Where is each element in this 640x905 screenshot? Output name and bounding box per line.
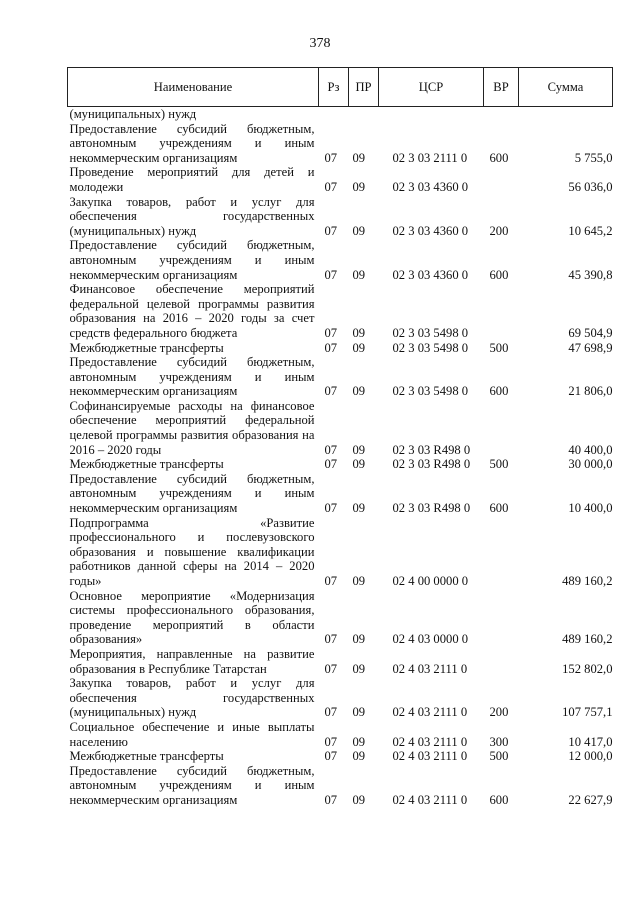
column-header-name: Наименование — [68, 68, 319, 107]
cell-sum: 45 390,8 — [568, 267, 613, 282]
cell-sum: 47 698,9 — [568, 340, 613, 355]
cell-csr: 02 3 03 4360 0 — [392, 267, 469, 282]
table-row — [68, 107, 613, 122]
cell-name: Мероприятия, направленные на развитие образования в Республике Татарстан — [69, 646, 315, 676]
cell-rz: 07 — [324, 574, 338, 588]
cell-csr: 02 4 03 2111 0 — [392, 705, 468, 720]
cell-name: (муниципальных) нужд — [69, 107, 197, 121]
cell-pr: 09 — [352, 325, 366, 340]
cell-csr: 02 4 03 2111 0 — [392, 792, 468, 807]
cell-vr: 200 — [489, 223, 509, 238]
table-row — [68, 647, 613, 676]
cell-vr: 600 — [489, 384, 509, 399]
cell-csr: 02 4 03 2111 0 — [392, 734, 468, 749]
cell-name: Основное мероприятие «Модернизация системы профессионального образования, проведение мероприятий в области образования» — [69, 588, 315, 647]
column-header-sum: Сумма — [519, 68, 613, 107]
cell-vr: 600 — [489, 792, 509, 807]
cell-rz: 07 — [324, 632, 338, 647]
cell-csr: 02 3 03 R498 0 — [392, 457, 471, 472]
cell-name: Предоставление субсидий бюджетным, автономным учреждениям и иным некоммерческим организациям — [69, 238, 315, 282]
cell-name: Межбюджетные трансферты — [69, 457, 224, 472]
cell-name: Закупка товаров, работ и услуг для обеспечения государственных (муниципальных) нужд — [69, 676, 315, 720]
page-number: 378 — [309, 36, 331, 51]
cell-name: Предоставление субсидий бюджетным, автономным учреждениям и иным некоммерческим организациям — [69, 355, 315, 399]
cell-sum: 152 802,0 — [562, 661, 613, 676]
cell-rz: 07 — [324, 457, 338, 472]
table-row — [68, 122, 613, 166]
cell-rz: 07 — [324, 340, 338, 355]
cell-sum: 10 645,2 — [568, 223, 613, 238]
cell-pr: 09 — [352, 661, 366, 676]
table-row — [68, 676, 613, 720]
cell-csr: 02 4 00 0000 0 — [392, 574, 469, 588]
cell-sum: 107 757,1 — [562, 705, 613, 720]
cell-pr: 09 — [352, 705, 366, 720]
cell-pr: 09 — [352, 150, 366, 165]
cell-vr — [484, 399, 519, 457]
table-row — [68, 472, 613, 516]
cell-sum: 21 806,0 — [568, 384, 613, 399]
cell-pr: 09 — [352, 223, 366, 238]
cell-vr — [484, 516, 519, 589]
cell-csr: 02 3 03 5498 0 — [392, 384, 469, 399]
cell-sum: 30 000,0 — [568, 457, 613, 472]
column-header-vr: ВР — [484, 68, 519, 107]
cell-rz: 07 — [324, 325, 338, 340]
cell-csr: 02 4 03 2111 0 — [392, 749, 468, 764]
cell-csr: 02 3 03 4360 0 — [392, 223, 469, 238]
cell-sum: 5 755,0 — [574, 150, 613, 165]
cell-vr — [484, 282, 519, 340]
cell-vr: 500 — [489, 340, 509, 355]
cell-csr — [379, 107, 484, 122]
cell-sum: 56 036,0 — [568, 179, 613, 194]
column-header-rz: Рз — [319, 68, 349, 107]
cell-pr: 09 — [352, 574, 366, 588]
cell-pr: 09 — [352, 734, 366, 749]
table-row — [68, 195, 613, 239]
cell-sum — [519, 107, 613, 122]
cell-rz: 07 — [324, 267, 338, 282]
budget-table — [67, 67, 613, 808]
table-header — [68, 68, 613, 107]
cell-rz: 07 — [324, 661, 338, 676]
cell-rz: 07 — [324, 384, 338, 399]
cell-rz: 07 — [324, 749, 338, 764]
cell-name: Межбюджетные трансферты — [69, 749, 224, 764]
table-body — [68, 107, 613, 808]
cell-name: Предоставление субсидий бюджетным, автономным учреждениям и иным некоммерческим организациям — [69, 763, 315, 807]
column-header-csr: ЦСР — [379, 68, 484, 107]
cell-name: Социальное обеспечение и иные выплаты населению — [69, 719, 315, 749]
cell-rz: 07 — [324, 705, 338, 720]
cell-sum: 489 160,2 — [562, 632, 613, 647]
cell-pr: 09 — [352, 442, 366, 457]
cell-pr — [349, 107, 379, 122]
cell-pr: 09 — [352, 749, 366, 764]
cell-sum: 69 504,9 — [568, 325, 613, 340]
cell-rz — [319, 107, 349, 122]
cell-vr: 600 — [489, 267, 509, 282]
cell-csr: 02 3 03 R498 0 — [392, 442, 471, 457]
cell-pr: 09 — [352, 792, 366, 807]
table-row — [68, 238, 613, 282]
cell-vr: 200 — [489, 705, 509, 720]
cell-sum: 489 160,2 — [562, 574, 613, 588]
table-row — [68, 457, 613, 472]
table-row — [68, 355, 613, 399]
cell-rz: 07 — [324, 501, 338, 516]
cell-vr: 500 — [489, 457, 509, 472]
cell-rz: 07 — [324, 223, 338, 238]
cell-rz: 07 — [324, 179, 338, 194]
cell-pr: 09 — [352, 179, 366, 194]
cell-vr — [484, 589, 519, 647]
table-row — [68, 165, 613, 194]
table-row — [68, 764, 613, 808]
cell-csr: 02 4 03 2111 0 — [392, 661, 468, 676]
cell-name: Предоставление субсидий бюджетным, автономным учреждениям и иным некоммерческим организациям — [69, 121, 315, 165]
cell-vr: 600 — [489, 150, 509, 165]
cell-name: Закупка товаров, работ и услуг для обеспечения государственных (муниципальных) нужд — [69, 194, 315, 238]
cell-name: Проведение мероприятий для детей и молодежи — [69, 165, 315, 194]
table-row — [68, 589, 613, 647]
cell-name: Софинансируемые расходы на финансовое обеспечение мероприятий федеральной целевой программы развития образования на 2016 – 2020 годы — [69, 398, 315, 457]
table-row — [68, 282, 613, 340]
cell-name: Финансовое обеспечение мероприятий федеральной целевой программы развития образования на 2016 – 2020 годы за счет средств федерального бюджета — [69, 282, 315, 340]
cell-pr: 09 — [352, 384, 366, 399]
cell-pr: 09 — [352, 267, 366, 282]
cell-vr — [484, 107, 519, 122]
cell-pr: 09 — [352, 501, 366, 516]
cell-csr: 02 3 03 4360 0 — [392, 179, 469, 194]
cell-rz: 07 — [324, 150, 338, 165]
cell-vr: 600 — [489, 501, 509, 516]
cell-csr: 02 3 03 5498 0 — [392, 325, 469, 340]
cell-pr: 09 — [352, 457, 366, 472]
cell-name: Межбюджетные трансферты — [69, 340, 224, 355]
cell-vr — [484, 165, 519, 194]
cell-vr: 300 — [489, 734, 509, 749]
cell-rz: 07 — [324, 442, 338, 457]
table-row — [68, 341, 613, 356]
cell-sum: 10 417,0 — [568, 734, 613, 749]
cell-sum: 12 000,0 — [568, 749, 613, 764]
cell-name: Предоставление субсидий бюджетным, автономным учреждениям и иным некоммерческим организациям — [69, 471, 315, 516]
cell-vr: 500 — [489, 749, 509, 764]
column-header-pr: ПР — [349, 68, 379, 107]
cell-name: Подпрограмма «Развитие профессионального и послевузовского образования и повышение квалификации работников данной сферы на 2014 – 2020 годы» — [69, 515, 315, 588]
cell-csr: 02 4 03 0000 0 — [392, 632, 469, 647]
cell-vr — [484, 647, 519, 676]
table-row — [68, 720, 613, 749]
cell-sum: 40 400,0 — [568, 442, 613, 457]
table-row — [68, 749, 613, 764]
cell-pr: 09 — [352, 632, 366, 647]
cell-sum: 10 400,0 — [568, 501, 613, 516]
cell-rz: 07 — [324, 734, 338, 749]
cell-csr: 02 3 03 5498 0 — [392, 340, 469, 355]
table-row — [68, 399, 613, 457]
cell-csr: 02 3 03 2111 0 — [392, 150, 468, 165]
table-row — [68, 516, 613, 589]
cell-rz: 07 — [324, 792, 338, 807]
cell-sum: 22 627,9 — [568, 792, 613, 807]
cell-pr: 09 — [352, 340, 366, 355]
cell-csr: 02 3 03 R498 0 — [392, 501, 471, 516]
